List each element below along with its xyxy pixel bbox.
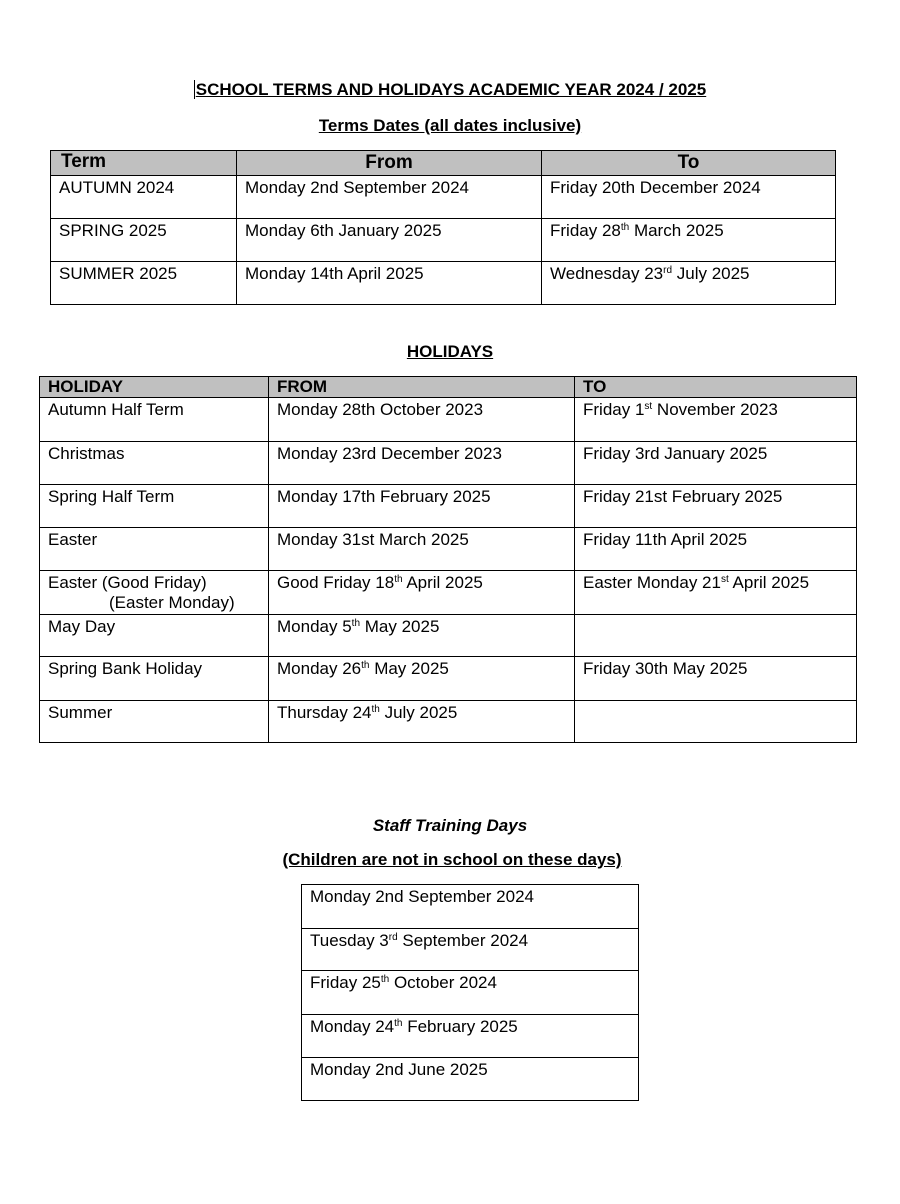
holidays-header-row bbox=[40, 377, 857, 398]
holidays-col-from: FROM bbox=[269, 377, 575, 398]
holiday-to bbox=[575, 615, 857, 657]
table-row bbox=[51, 176, 836, 219]
holiday-from: Monday 28th October 2023 bbox=[269, 398, 575, 442]
holiday-from: Good Friday 18th April 2025 bbox=[269, 571, 575, 615]
holidays-col-to: TO bbox=[575, 377, 857, 398]
holiday-name: Spring Bank Holiday bbox=[40, 657, 269, 701]
training-day: Tuesday 3rd September 2024 bbox=[302, 929, 639, 971]
training-day: Monday 2nd September 2024 bbox=[302, 885, 639, 929]
term-name: SUMMER 2025 bbox=[51, 262, 237, 305]
holiday-name: Spring Half Term bbox=[40, 485, 269, 528]
holiday-from: Monday 5th May 2025 bbox=[269, 615, 575, 657]
holiday-from: Thursday 24th July 2025 bbox=[269, 701, 575, 743]
holiday-to bbox=[575, 701, 857, 743]
table-row bbox=[40, 398, 857, 442]
holidays-col-holiday: HOLIDAY bbox=[40, 377, 269, 398]
terms-header-row bbox=[51, 151, 836, 176]
terms-col-term: Term bbox=[51, 151, 237, 176]
holiday-name: Autumn Half Term bbox=[40, 398, 269, 442]
training-day: Monday 2nd June 2025 bbox=[302, 1058, 639, 1101]
training-table bbox=[301, 884, 639, 1101]
table-row bbox=[40, 571, 857, 615]
holiday-name: Christmas bbox=[40, 442, 269, 485]
table-row bbox=[40, 657, 857, 701]
table-row bbox=[302, 885, 639, 929]
holiday-to: Friday 1st November 2023 bbox=[575, 398, 857, 442]
document-title: SCHOOL TERMS AND HOLIDAYS ACADEMIC YEAR 2024 / 2025 bbox=[195, 80, 707, 99]
term-to: Friday 20th December 2024 bbox=[542, 176, 836, 219]
training-day: Friday 25th October 2024 bbox=[302, 971, 639, 1015]
table-row bbox=[302, 1058, 639, 1101]
training-subheading: (Children are not in school on these days) bbox=[282, 850, 622, 869]
holiday-from: Monday 17th February 2025 bbox=[269, 485, 575, 528]
holiday-to: Easter Monday 21st April 2025 bbox=[575, 571, 857, 615]
table-row bbox=[40, 485, 857, 528]
holiday-to: Friday 11th April 2025 bbox=[575, 528, 857, 571]
term-name: SPRING 2025 bbox=[51, 219, 237, 262]
term-to: Friday 28th March 2025 bbox=[542, 219, 836, 262]
term-to: Wednesday 23rd July 2025 bbox=[542, 262, 836, 305]
terms-heading: Terms Dates (all dates inclusive) bbox=[318, 116, 582, 135]
holiday-to: Friday 21st February 2025 bbox=[575, 485, 857, 528]
table-row bbox=[302, 1015, 639, 1058]
term-from: Monday 2nd September 2024 bbox=[237, 176, 542, 219]
term-from: Monday 6th January 2025 bbox=[237, 219, 542, 262]
table-row bbox=[302, 971, 639, 1015]
table-row bbox=[51, 262, 836, 305]
terms-col-to: To bbox=[542, 151, 836, 176]
table-row bbox=[40, 615, 857, 657]
training-heading: Staff Training Days bbox=[372, 816, 528, 835]
holiday-name: Easter (Good Friday) (Easter Monday) bbox=[40, 571, 269, 615]
term-from: Monday 14th April 2025 bbox=[237, 262, 542, 305]
holidays-heading: HOLIDAYS bbox=[406, 342, 494, 361]
holiday-from: Monday 26th May 2025 bbox=[269, 657, 575, 701]
training-day: Monday 24th February 2025 bbox=[302, 1015, 639, 1058]
table-row bbox=[51, 219, 836, 262]
holiday-name: Easter bbox=[40, 528, 269, 571]
holiday-to: Friday 30th May 2025 bbox=[575, 657, 857, 701]
terms-col-from: From bbox=[237, 151, 542, 176]
table-row bbox=[302, 929, 639, 971]
holidays-table bbox=[39, 376, 857, 743]
table-row bbox=[40, 528, 857, 571]
holiday-to: Friday 3rd January 2025 bbox=[575, 442, 857, 485]
terms-table bbox=[50, 150, 836, 305]
holiday-from: Monday 23rd December 2023 bbox=[269, 442, 575, 485]
table-row bbox=[40, 701, 857, 743]
table-row bbox=[40, 442, 857, 485]
holiday-name: May Day bbox=[40, 615, 269, 657]
term-name: AUTUMN 2024 bbox=[51, 176, 237, 219]
holiday-name: Summer bbox=[40, 701, 269, 743]
holiday-from: Monday 31st March 2025 bbox=[269, 528, 575, 571]
